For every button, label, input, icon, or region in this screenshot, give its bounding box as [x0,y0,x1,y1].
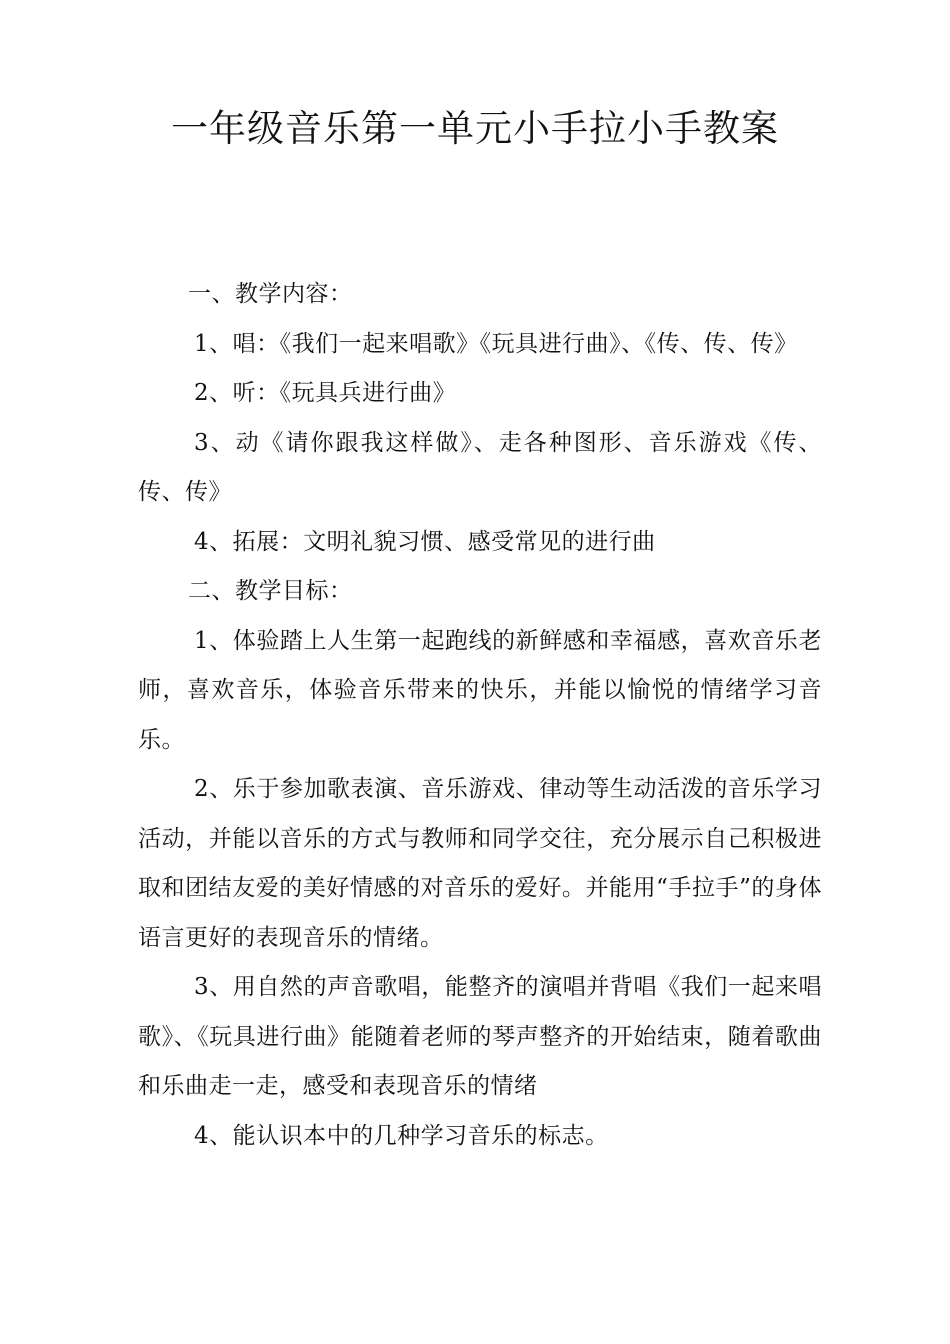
objective-item-1: 1、体验踏上人生第一起跑线的新鲜感和幸福感，喜欢音乐老师，喜欢音乐，体验音乐带来的快乐，并能以愉悦的情绪学习音乐。 [138,627,822,753]
document-title: 一年级音乐第一单元小手拉小手教案 [171,107,779,150]
content-item-3: 3、动《请你跟我这样做》、走各种图形、音乐游戏《传、传、传》 [138,429,822,505]
objective-item-2: 2、乐于参加歌表演、音乐游戏、律动等生动活泼的音乐学习活动，并能以音乐的方式与教师和同学交往，充分展示自己积极进取和团结友爱的美好情感的对音乐的爱好。并能用“手拉手”的身体语言更好的表现音乐的情绪。 [138,776,822,951]
content-item-1: 1、唱：《我们一起来唱歌》《玩具进行曲》、《传、传、传》 [194,330,798,357]
objective-item-4: 4、能认识本中的几种学习音乐的标志。 [194,1122,609,1149]
objective-item-3: 3、用自然的声音歌唱，能整齐的演唱并背唱《我们一起来唱歌》、《玩具进行曲》能随着老师的琴声整齐的开始结束，随着歌曲和乐曲走一走，感受和表现音乐的情绪 [138,974,822,1099]
content-item-4: 4、拓展：文明礼貌习惯、感受常见的进行曲 [194,528,656,555]
content-item-2: 2、听：《玩具兵进行曲》 [194,380,457,406]
section-heading-content: 一、教学内容： [188,281,353,307]
section-heading-objectives: 二、教学目标： [188,578,353,604]
document-body [138,270,822,1161]
